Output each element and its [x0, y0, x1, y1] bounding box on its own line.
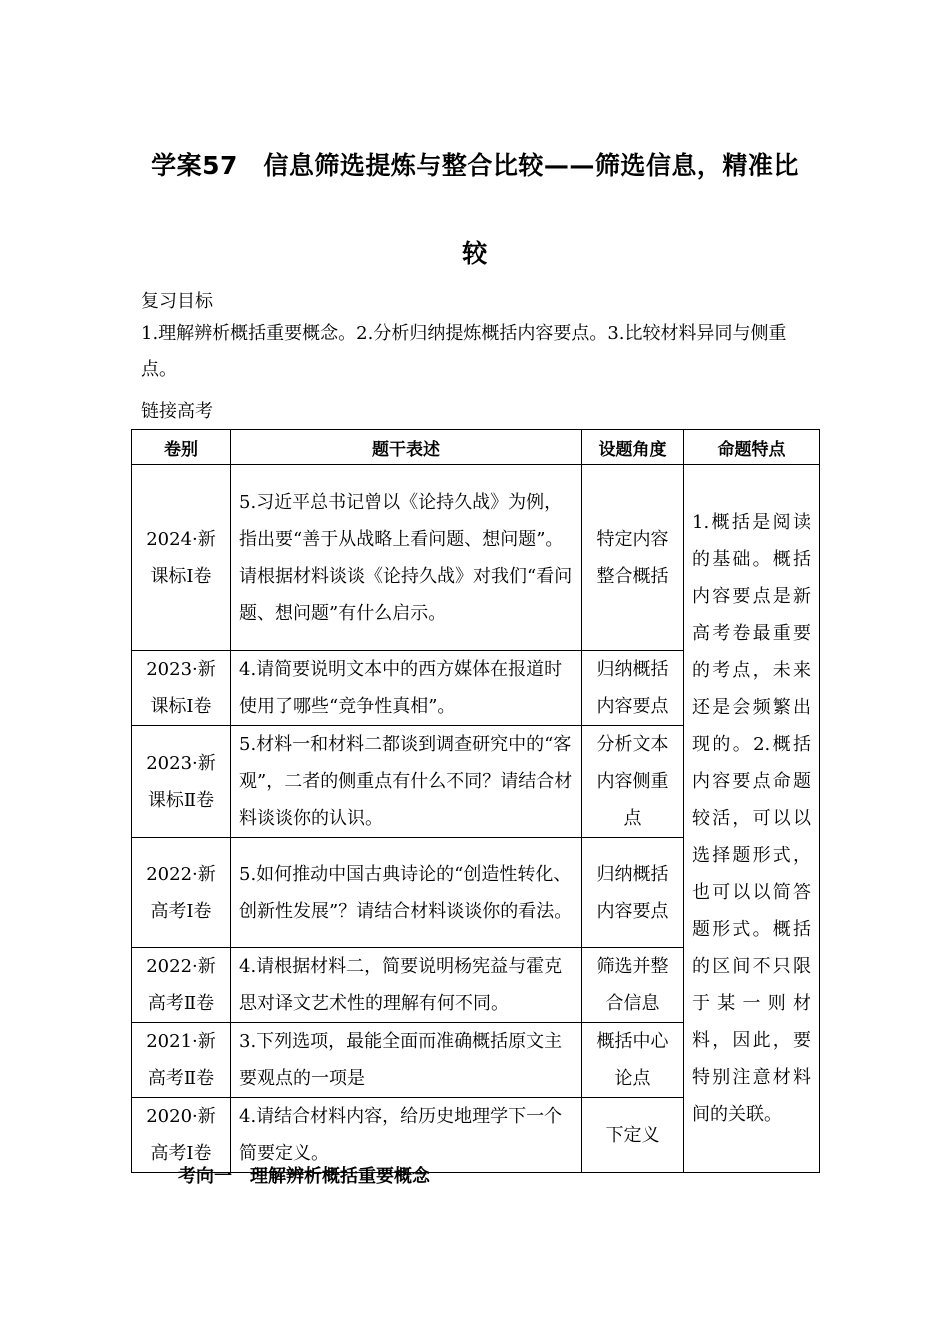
- cell-angle: 概括中心论点: [582, 1023, 684, 1098]
- cell-angle: 归纳概括内容要点: [582, 838, 684, 948]
- header-features: 命题特点: [684, 430, 820, 465]
- cell-paper: 2020·新高考Ⅰ卷: [132, 1098, 231, 1173]
- cell-paper: 2023·新课标Ⅱ卷: [132, 726, 231, 838]
- cell-angle: 筛选并整合信息: [582, 948, 684, 1023]
- title-line-1: 学案57 信息筛选提炼与整合比较——筛选信息，精准比: [151, 151, 799, 180]
- cell-question: 5.习近平总书记曾以《论持久战》为例，指出要“善于从战略上看问题、想问题”。请根据材料谈谈《论持久战》对我们“看问题、想问题”有什么启示。: [231, 465, 582, 651]
- table-row: [132, 465, 820, 651]
- header-question: 题干表述: [231, 430, 582, 465]
- cell-paper: 2023·新课标Ⅰ卷: [132, 651, 231, 726]
- link-heading: 链接高考: [141, 401, 213, 422]
- review-heading: 复习目标: [141, 291, 213, 312]
- cell-features: 1.概括是阅读的基础。概括内容要点是新高考卷最重要的考点，未来还是会频繁出现的。2.概括内容要点命题较活，可以以选择题形式，也可以以简答题形式。概括的区间不只限于某一则材料，因此，要特别注意材料间的关联。: [684, 465, 820, 1173]
- cell-angle: 分析文本内容侧重点: [582, 726, 684, 838]
- cell-paper: 2024·新课标Ⅰ卷: [132, 465, 231, 651]
- table-header-row: [132, 430, 820, 465]
- cell-angle: 下定义: [582, 1098, 684, 1173]
- section-title: 理解辨析概括重要概念: [250, 1166, 430, 1187]
- cell-question: 5.如何推动中国古典诗论的“创造性转化、创新性发展”？请结合材料谈谈你的看法。: [231, 838, 582, 948]
- review-goals: 1.理解辨析概括重要概念。2.分析归纳提炼概括内容要点。3.比较材料异同与侧重点。: [141, 323, 787, 380]
- title-line-2: 较: [462, 239, 488, 268]
- page-title: [100, 122, 850, 298]
- header-angle: 设题角度: [582, 430, 684, 465]
- cell-question: 4.请简要说明文本中的西方媒体在报道时使用了哪些“竞争性真相”。: [231, 651, 582, 726]
- cell-paper: 2022·新高考Ⅰ卷: [132, 838, 231, 948]
- cell-question: 4.请根据材料二，简要说明杨宪益与霍克思对译文艺术性的理解有何不同。: [231, 948, 582, 1023]
- section-label: 考向一: [178, 1166, 232, 1187]
- cell-angle: 特定内容整合概括: [582, 465, 684, 651]
- cell-question: 5.材料一和材料二都谈到调查研究中的“客观”，二者的侧重点有什么不同？请结合材料谈谈你的认识。: [231, 726, 582, 838]
- cell-question: 4.请结合材料内容，给历史地理学下一个简要定义。: [231, 1098, 582, 1173]
- cell-angle: 归纳概括内容要点: [582, 651, 684, 726]
- header-paper: 卷别: [132, 430, 231, 465]
- section-heading: [178, 1162, 448, 1188]
- cell-question: 3.下列选项，最能全面而准确概括原文主要观点的一项是: [231, 1023, 582, 1098]
- cell-paper: 2021·新高考Ⅱ卷: [132, 1023, 231, 1098]
- cell-paper: 2022·新高考Ⅱ卷: [132, 948, 231, 1023]
- gaokao-table: [131, 429, 820, 1173]
